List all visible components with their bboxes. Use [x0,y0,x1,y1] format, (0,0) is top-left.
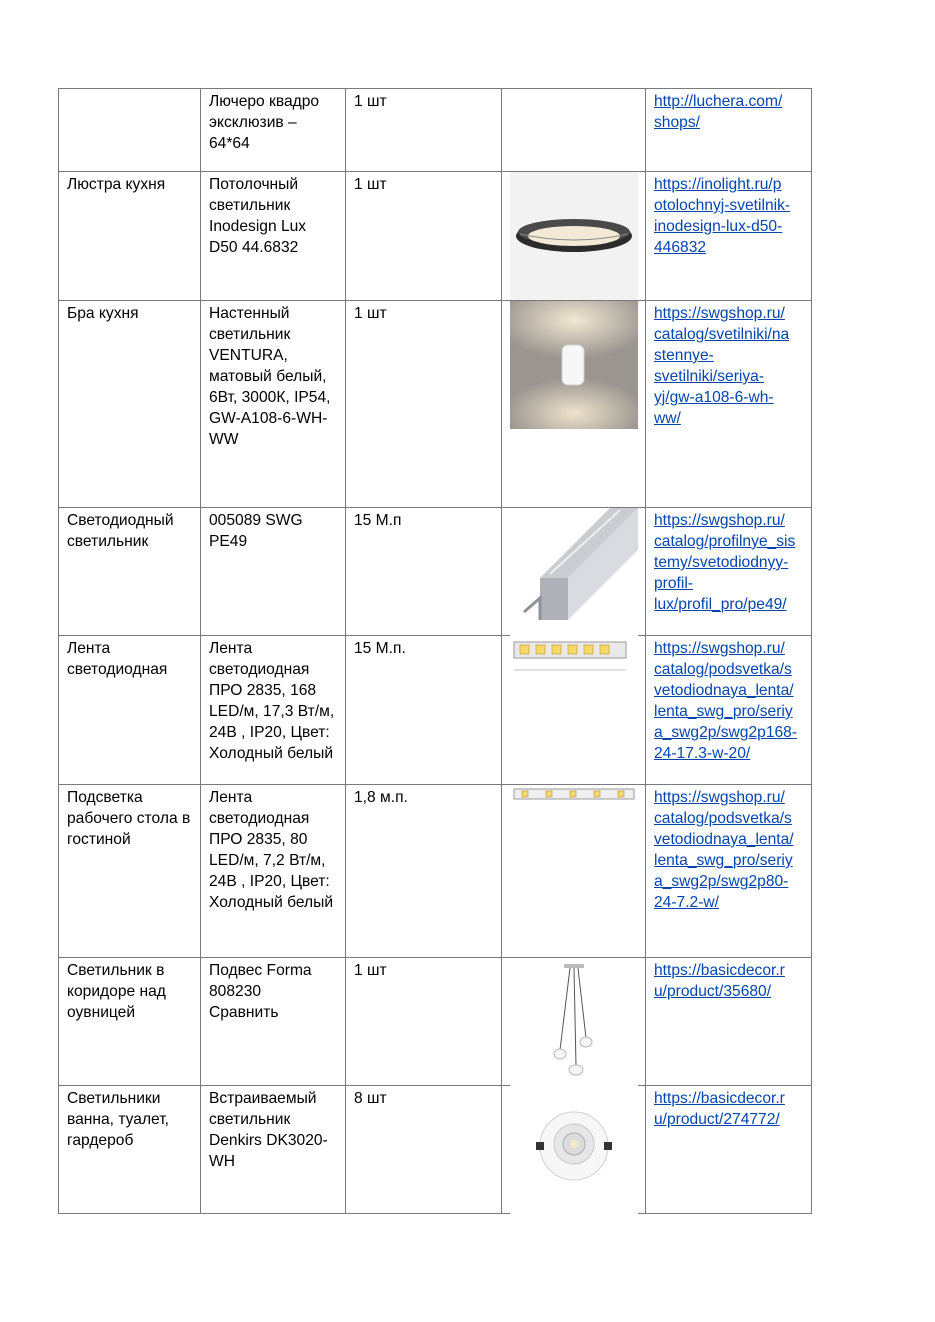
table-row-8 [59,1086,812,1214]
location-cell [59,636,201,785]
product-name-cell [201,301,346,508]
link-text-line: https://swgshop.ru/ [654,640,785,657]
quantity-cell [346,958,502,1086]
product-name-text: 005089 SWG PE49 [209,512,303,550]
link-text-line: https://swgshop.ru/ [654,512,785,529]
product-image-cell [502,958,646,1086]
link-cell [646,89,812,172]
link-text-line: shops/ [654,114,700,131]
location-cell [59,508,201,636]
link-cell [646,636,812,785]
product-name-text: Лента светодиодная ПРО 2835, 80 LED/м, 7,2 Вт/м, 24В , IP20, Цвет: Холодный белый [209,789,334,911]
link-text-line: lenta_swg_pro/seriy [654,852,793,869]
link-text-line: lux/profil_pro/pe49/ [654,596,787,613]
location-cell [59,172,201,301]
link-text-line: vetodiodnaya_lenta/ [654,682,794,699]
link-text-line: https://basicdecor.r [654,962,785,979]
product-link[interactable] [654,789,794,911]
product-name-cell [201,89,346,172]
link-text-line: inodesign-lux-d50- [654,218,783,235]
product-name-text: Потолочный светильник Inodesign Lux D50 44.6832 [209,176,307,256]
link-text-line: catalog/profilnye_sis [654,533,796,550]
table-row-1 [59,89,812,172]
product-name-cell [201,785,346,958]
product-name-text: Настенный светильник VENTURA, матовый белый, 6Вт, 3000К, IP54, GW-A108-6-WH-WW [209,305,331,448]
product-image-cell [502,508,646,636]
quantity-text: 15 М.п. [354,640,406,657]
link-text-line: 446832 [654,239,707,256]
quantity-text: 1 шт [354,305,387,322]
product-name-text: Подвес Forma 808230 Сравнить [209,962,312,1021]
link-text-line: 24-17.3-w-20/ [654,745,751,762]
link-cell [646,1086,812,1214]
product-name-cell [201,508,346,636]
link-text-line: stennye- [654,347,714,364]
link-text-line: vetodiodnaya_lenta/ [654,831,794,848]
quantity-cell [346,172,502,301]
location-text: Лента светодиодная [67,640,168,678]
link-cell [646,508,812,636]
link-text-line: u/product/35680/ [654,983,772,1000]
location-cell [59,958,201,1086]
product-name-cell [201,1086,346,1214]
product-image-cell [502,301,646,508]
location-text: Светильник в коридоре над оувницей [67,962,166,1021]
led-strip-80-image [510,785,638,809]
quantity-cell [346,636,502,785]
link-text-line: lenta_swg_pro/seriy [654,703,793,720]
link-text-line: https://swgshop.ru/ [654,305,785,322]
location-cell [59,89,201,172]
link-text-line: svetilniki/seriya- [654,368,765,385]
link-text-line: temy/svetodiodnyy- [654,554,789,571]
ceiling-lamp-image [510,172,638,300]
aluminum-profile-image [510,508,638,636]
table-row-3 [59,301,812,508]
product-link[interactable] [654,176,790,256]
recessed-spotlight-image [510,1086,638,1214]
link-cell [646,172,812,301]
pendant-lamp-image [510,958,638,1086]
location-text: Люстра кухня [67,176,166,193]
link-text-line: catalog/podsvetka/s [654,810,792,827]
location-cell [59,785,201,958]
link-cell [646,301,812,508]
table-row-6 [59,785,812,958]
product-image-cell [502,636,646,785]
quantity-cell [346,785,502,958]
lighting-spec-table [58,88,812,1214]
link-text-line: u/product/274772/ [654,1111,780,1128]
product-image-cell [502,172,646,301]
product-name-cell [201,172,346,301]
link-text-line: https://inolight.ru/p [654,176,782,193]
location-cell [59,301,201,508]
product-link[interactable] [654,93,782,131]
link-text-line: a_swg2p/swg2p80- [654,873,789,890]
table-row-2 [59,172,812,301]
quantity-text: 1 шт [354,176,387,193]
quantity-cell [346,89,502,172]
led-strip-168-image [510,636,638,680]
product-image-cell [502,89,646,172]
quantity-text: 15 М.п [354,512,402,529]
link-text-line: 24-7.2-w/ [654,894,720,911]
table-row-7 [59,958,812,1086]
location-cell [59,1086,201,1214]
link-cell [646,958,812,1086]
link-text-line: http://luchera.com/ [654,93,783,110]
product-name-text: Лента светодиодная ПРО 2835, 168 LED/м, 17,3 Вт/м, 24В , IP20, Цвет: Холодный белый [209,640,335,762]
product-name-text: Встраиваемый светильник Denkirs DK3020-WH [209,1090,328,1170]
product-name-text: Лючеро квадро эксклюзив – 64*64 [209,93,320,152]
link-text-line: catalog/svetilniki/na [654,326,790,343]
quantity-text: 1,8 м.п. [354,789,408,806]
location-text: Светильники ванна, туалет, гардероб [67,1090,169,1149]
product-link[interactable] [654,962,785,1000]
link-text-line: a_swg2p/swg2p168- [654,724,798,741]
link-text-line: ww/ [654,410,681,427]
quantity-text: 1 шт [354,962,387,979]
link-text-line: https://basicdecor.r [654,1090,785,1107]
quantity-cell [346,508,502,636]
link-text-line: https://swgshop.ru/ [654,789,785,806]
quantity-cell [346,301,502,508]
link-text-line: otolochnyj-svetilnik- [654,197,791,214]
link-text-line: yj/gw-a108-6-wh- [654,389,774,406]
wall-lamp-image [510,301,638,429]
product-link[interactable] [654,305,789,427]
link-text-line: profil- [654,575,693,592]
quantity-text: 1 шт [354,93,387,110]
location-text: Светодиодный светильник [67,512,174,550]
product-image-cell [502,1086,646,1214]
product-name-cell [201,636,346,785]
link-text-line: catalog/podsvetka/s [654,661,792,678]
product-name-cell [201,958,346,1086]
product-link[interactable] [654,1090,785,1128]
product-link[interactable] [654,640,797,762]
table-row-5 [59,636,812,785]
table-row-4 [59,508,812,636]
link-cell [646,785,812,958]
quantity-text: 8 шт [354,1090,387,1107]
product-link[interactable] [654,512,795,613]
product-image-cell [502,785,646,958]
location-text: Бра кухня [67,305,139,322]
quantity-cell [346,1086,502,1214]
location-text: Подсветка рабочего стола в гостиной [67,789,191,848]
